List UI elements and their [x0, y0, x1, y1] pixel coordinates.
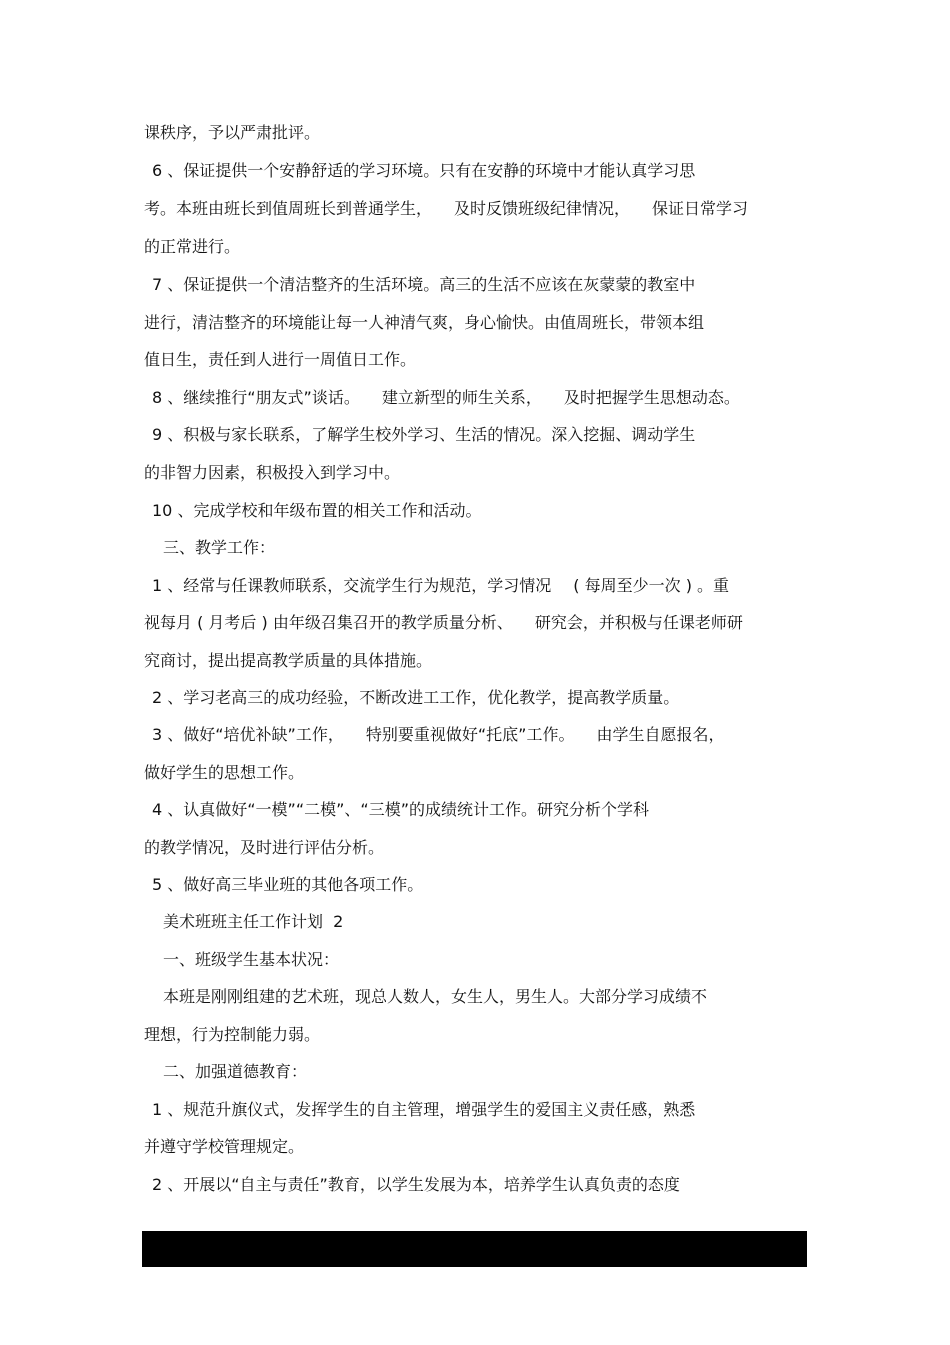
- paragraph-line: 理想，行为控制能力弱。: [144, 1025, 321, 1044]
- section-heading: 三、教学工作：: [163, 538, 276, 557]
- text-segment: 保证日常学习: [652, 199, 749, 218]
- paragraph-line: 的教学情况，及时进行评估分析。: [144, 838, 385, 857]
- text-segment: 视每月 ( 月考后 ) 由年级召集召开的教学质量分析、: [144, 613, 513, 632]
- paragraph-line: 的正常进行。: [144, 237, 241, 256]
- paragraph-line: 值日生，责任到人进行一周值日工作。: [144, 350, 417, 369]
- paragraph-line: 究商讨，提出提高教学质量的具体措施。: [144, 651, 433, 670]
- text-segment: 研究会，并积极与任课老师研: [534, 613, 743, 632]
- text-segment: 及时反馈班级纪律情况，: [454, 199, 631, 218]
- paragraph-line: 2 、学习老高三的成功经验，不断改进工工作，优化教学，提高教学质量。: [152, 688, 680, 707]
- footer-bar: [142, 1231, 807, 1267]
- text-segment: 考。本班由班长到值周班长到普通学生，: [144, 199, 433, 218]
- section-heading: 一、班级学生基本状况：: [163, 950, 340, 969]
- paragraph-line: 并遵守学校管理规定。: [144, 1137, 305, 1156]
- paragraph-line: [144, 198, 748, 220]
- paragraph-line: [152, 724, 724, 746]
- paragraph-line: 的非智力因素，积极投入到学习中。: [144, 463, 401, 482]
- paragraph-line: 做好学生的思想工作。: [144, 763, 305, 782]
- paragraph-line: 课秩序，予以严肃批评。: [144, 123, 321, 142]
- section-heading: 二、加强道德教育：: [163, 1062, 308, 1081]
- paragraph-line: [144, 612, 743, 634]
- paragraph-line: 9 、积极与家长联系，了解学生校外学习、生活的情况。深入挖掘、调动学生: [152, 425, 696, 444]
- paragraph-line: 1 、规范升旗仪式，发挥学生的自主管理，增强学生的爱国主义责任感，熟悉: [152, 1100, 696, 1119]
- text-segment: 1 、经常与任课教师联系，交流学生行为规范，学习情况: [152, 576, 552, 595]
- text-segment: ( 每周至少一次 ) 。重: [573, 576, 730, 595]
- paragraph-line: 2 、开展以“自主与责任”教育，以学生发展为本，培养学生认真负责的态度: [152, 1175, 680, 1194]
- text-segment: 3 、做好“培优补缺”工作，: [152, 725, 344, 744]
- paragraph-line: [152, 575, 729, 597]
- text-segment: 及时把握学生思想动态。: [563, 388, 740, 407]
- text-segment: 由学生自愿报名，: [596, 725, 725, 744]
- text-segment: 建立新型的师生关系，: [381, 388, 542, 407]
- text-segment: 8 、继续推行“朋友式”谈话。: [152, 388, 360, 407]
- paragraph-line: 本班是刚刚组建的艺术班，现总人数人，女生人，男生人。大部分学习成绩不: [163, 987, 708, 1006]
- paragraph-line: 5 、做好高三毕业班的其他各项工作。: [152, 875, 424, 894]
- paragraph-line: 进行，清洁整齐的环境能让每一人神清气爽，身心愉快。由值周班长，带领本组: [144, 313, 705, 332]
- text-segment: 特别要重视做好“托底”工作。: [365, 725, 575, 744]
- paragraph-line: 4 、认真做好“一模”“二模”、“三模”的成绩统计工作。研究分析个学科: [152, 800, 650, 819]
- document-title: 美术班班主任工作计划 2: [163, 912, 344, 931]
- paragraph-line: 6 、保证提供一个安静舒适的学习环境。只有在安静的环境中才能认真学习思: [152, 161, 696, 180]
- paragraph-line: 7 、保证提供一个清洁整齐的生活环境。高三的生活不应该在灰蒙蒙的教室中: [152, 275, 696, 294]
- paragraph-line: [152, 387, 740, 409]
- paragraph-line: 10 、完成学校和年级布置的相关工作和活动。: [152, 501, 482, 520]
